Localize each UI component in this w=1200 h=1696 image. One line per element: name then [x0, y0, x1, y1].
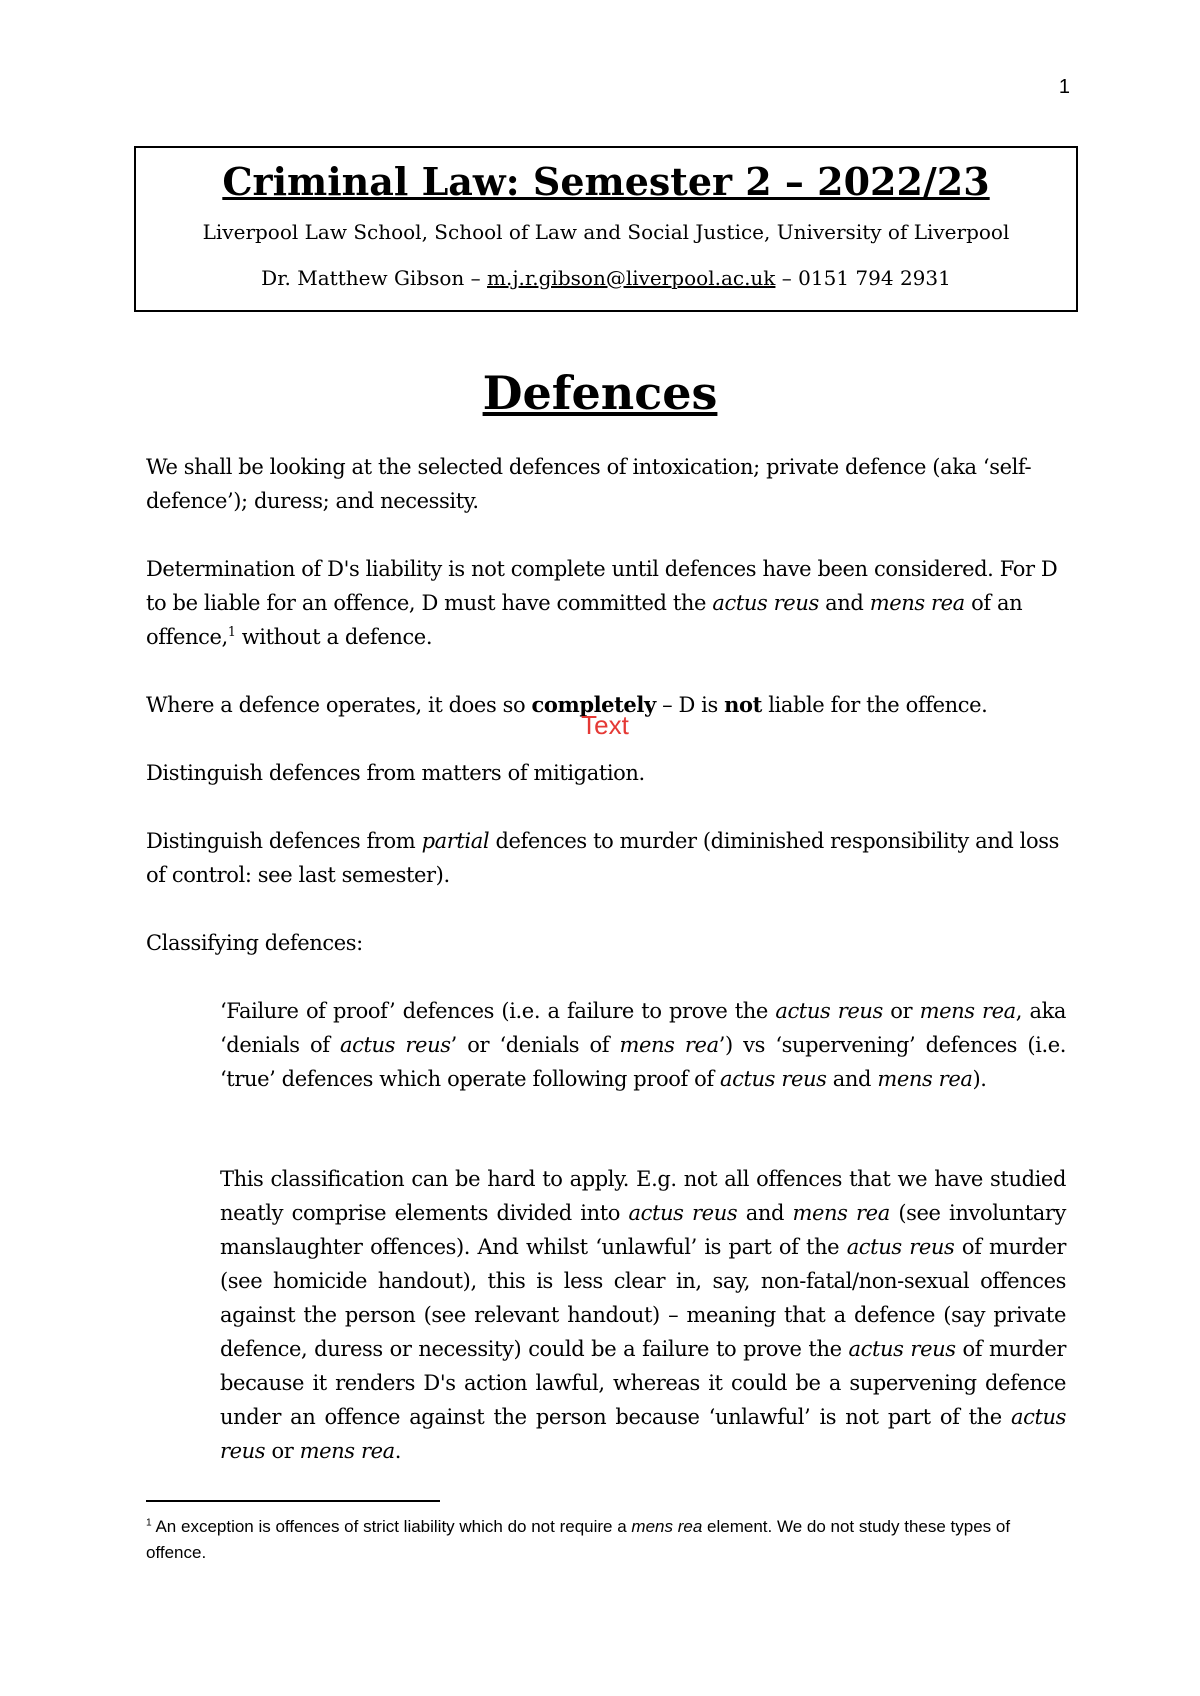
- course-header-box: [134, 146, 1078, 312]
- text-overlay-label: Text: [581, 710, 629, 740]
- intro-paragraph: We shall be looking at the selected defences of intoxication; private defence (aka ‘self-defence’); duress; and necessity.: [146, 455, 1032, 513]
- classification-difficulty-paragraph: This classification can be hard to apply. E.g. not all offences that we have studied neatly comprise elements divided into actus reus and mens rea (see involuntary manslaughter offences). And whilst ‘unlawful’ is part of the actus reus of murder (see homicide handout), this is less clear in, say, non-fatal/non-sexual offences against the person (see relevant handout) – meaning that a defence (say private defence, duress or necessity) could be a failure to prove the actus reus of murder because it renders D's action lawful, whereas it could be a supervening defence under an offence against the person because ‘unlawful’ is not part of the actus reus or mens rea.: [220, 1167, 1067, 1463]
- school-name: Liverpool Law School, School of Law and Social Justice, University of Liverpool: [202, 219, 1010, 244]
- operation-paragraph: Where a defence operates, it does so completely – D is not liable for the offence.: [146, 692, 988, 717]
- footnote-marker[interactable]: 1: [227, 624, 236, 639]
- page-number: 1: [1058, 76, 1070, 98]
- phone-number: – 0151 794 2931: [781, 265, 951, 290]
- course-title: Criminal Law: Semester 2 – 2022/23: [222, 159, 990, 204]
- mitigation-paragraph: Distinguish defences from matters of mitigation.: [146, 761, 645, 785]
- footnote-number: 1: [146, 1517, 152, 1529]
- footnote-separator: [146, 1500, 440, 1502]
- section-heading: Defences: [482, 366, 718, 420]
- lecturer-name: Dr. Matthew Gibson –: [261, 265, 481, 290]
- classifying-heading: Classifying defences:: [146, 931, 363, 955]
- contact-line: [136, 266, 1076, 290]
- footnote: $^1$ An exception is offences of strict liability which do not require a mens rea element. We do not study these types of offence.: [146, 1517, 1011, 1562]
- liability-paragraph: Determination of D's liability is not complete until defences have been considered. For D to be liable for an offence, D must have committed the actus reus and mens rea of an offence,$^1$ without a defence.: [146, 557, 1058, 649]
- email-link[interactable]: m.j.r.gibson@liverpool.ac.uk: [487, 265, 776, 290]
- failure-of-proof-paragraph: ‘Failure of proof’ defences (i.e. a failure to prove the actus reus or mens rea, aka ‘denials of actus reus’ or ‘denials of mens rea’) vs ‘supervening’ defences (i.e. ‘true’ defences which operate following proof of actus reus and mens rea).: [220, 999, 1067, 1091]
- partial-defences-paragraph: Distinguish defences from partial defences to murder (diminished responsibility and loss of control: see last semester).: [146, 829, 1059, 887]
